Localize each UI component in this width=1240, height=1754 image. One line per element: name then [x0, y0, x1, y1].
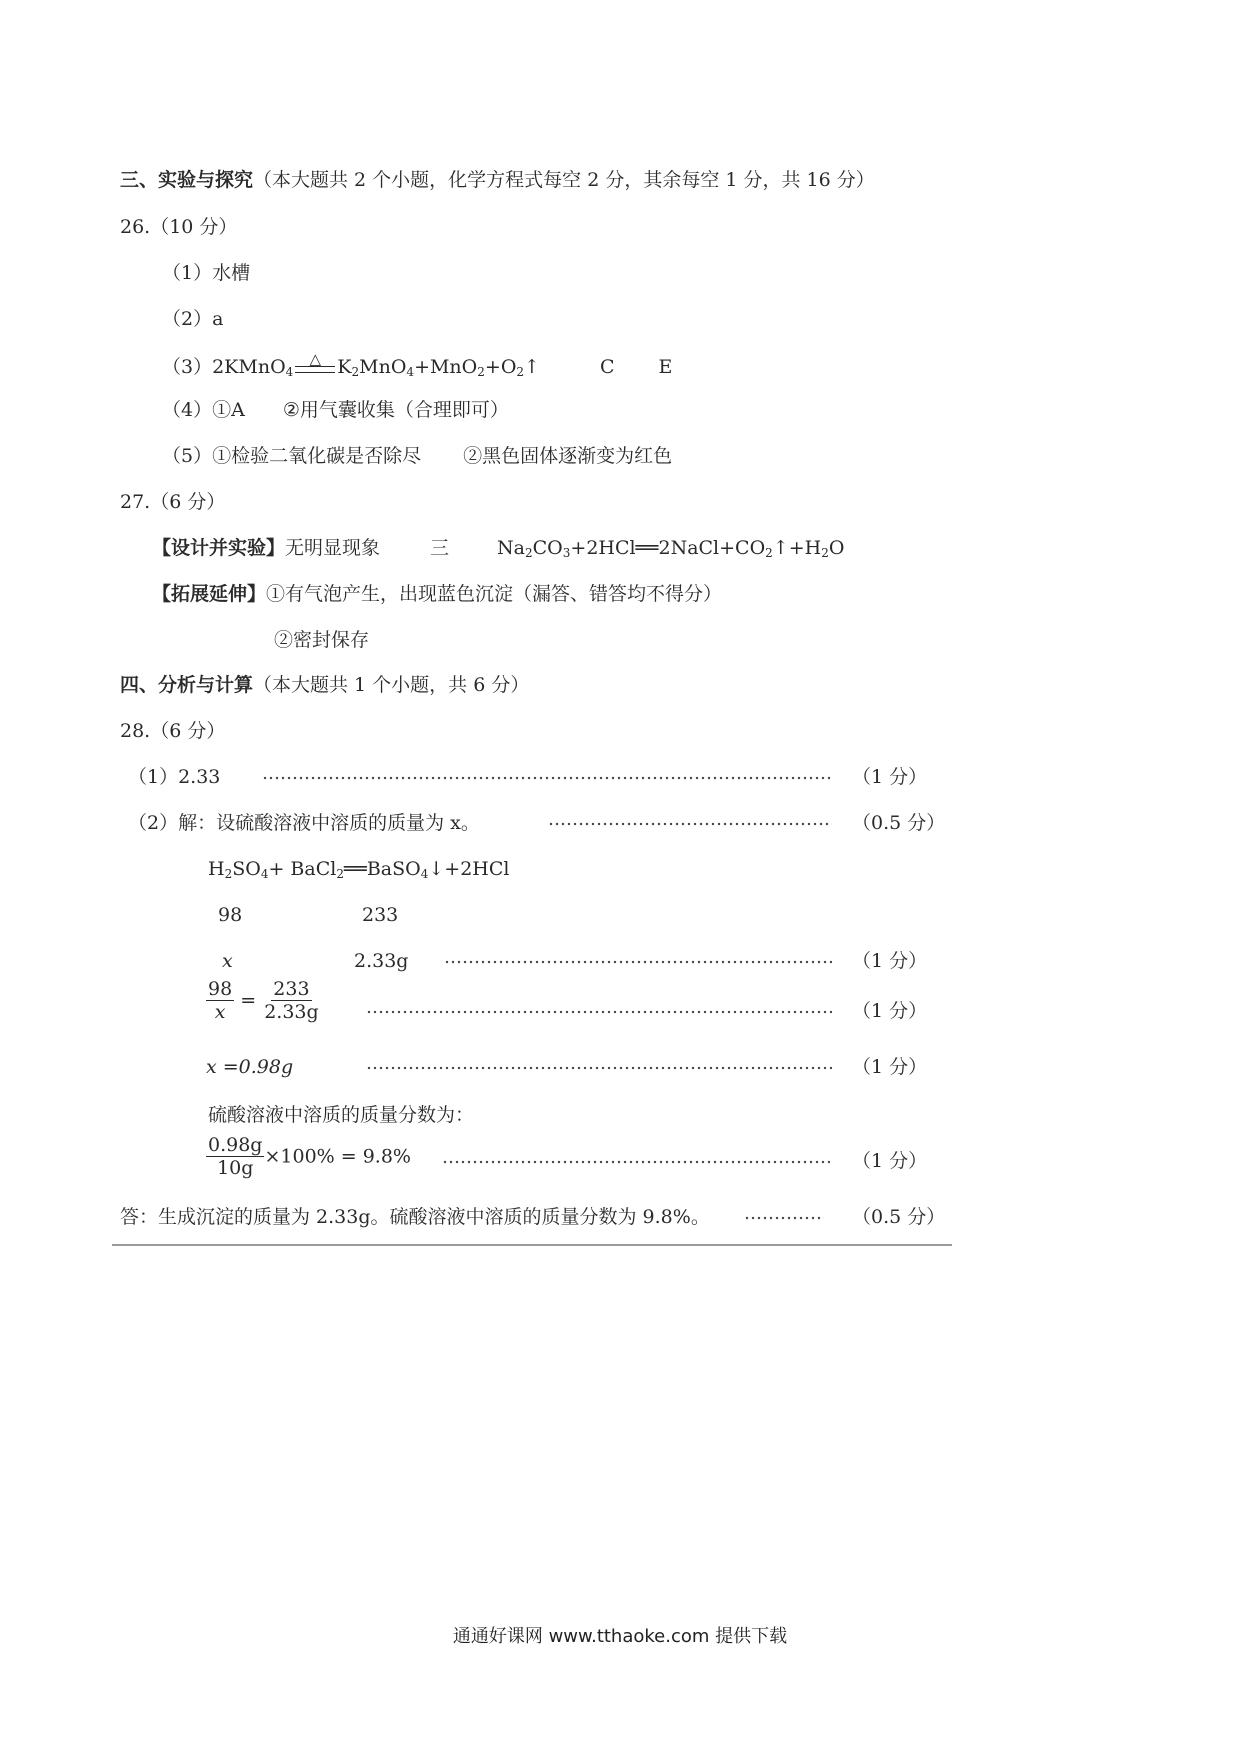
extension-label: 【拓展延伸】: [152, 583, 267, 605]
q27-design-line: 【设计并实验】无明显现象 三 $Na_2CO_3+2HCl══2NaCl+CO_2↑+H_2O$: [152, 537, 845, 560]
q28-equation: $H_2SO_4+$ BaCl$_2$══BaSO$_4$↓+2HCl: [208, 858, 510, 881]
section-3-title: 三、实验与探究: [120, 169, 254, 191]
score-x: （1 分）: [852, 1056, 928, 1078]
section-4-title: 四、分析与计算: [120, 674, 254, 696]
final-answer: 答：生成沉淀的质量为 2.33g。硫酸溶液中溶质的质量分数为 9.8%。: [120, 1206, 710, 1228]
q26-heading: 26.（10 分）: [120, 216, 238, 238]
design-label: 【设计并实验】: [152, 537, 286, 559]
leader-dots: [262, 776, 832, 780]
leader-dots: [442, 1160, 830, 1164]
leader-dots: [366, 1010, 832, 1014]
molar-mass-baso4: 233: [362, 904, 399, 926]
q27-extension-line: 【拓展延伸】①有气泡产生，出现蓝色沉淀（漏答、错答均不得分）: [152, 583, 723, 605]
fraction-percent: $\frac{0.98g}{10g}$: [208, 1134, 263, 1179]
score-proportion: （1 分）: [852, 1000, 928, 1022]
q26-answer-1: （1）水槽: [162, 262, 251, 284]
percent-calc: $\frac{0.98g}{10g}$ ×100% = 9.8%: [208, 1134, 411, 1179]
leader-dots: [744, 1216, 824, 1220]
q26-answer-4: （4）①A ②用气囊收集（合理即可）: [162, 399, 509, 421]
q26-option-e: E: [658, 356, 673, 378]
score-percent: （1 分）: [852, 1150, 928, 1172]
section-4-heading: [120, 672, 529, 698]
molar-mass-h2so4: 98: [218, 904, 243, 926]
q26-answer-3: [162, 352, 672, 380]
q27-extension-2: ②密封保存: [274, 629, 370, 651]
leader-dots: [444, 960, 832, 964]
q26-answer-3-label: （3）: [162, 356, 213, 378]
fraction-right: $\frac{233}{2.33g}$: [264, 978, 319, 1023]
score-p1: （1 分）: [852, 766, 928, 788]
q28-part-2: （2）解：设硫酸溶液中溶质的质量为 x。: [128, 812, 480, 834]
fraction-left: $\frac{98}{x}$: [208, 978, 233, 1023]
footer-source: 通通好课网 www.tthaoke.com 提供下载: [452, 1626, 788, 1647]
x-value: x =0.98g: [206, 1056, 294, 1078]
q26-option-c: C: [599, 356, 615, 378]
q27-equation: $Na_2CO_3+2HCl══2NaCl+CO_2↑+H_2O$: [497, 537, 845, 560]
proportion: $\frac{98}{x}$ = $\frac{233}{2.33g}$: [208, 978, 319, 1023]
leader-dots: [548, 822, 832, 826]
section-3-heading: [120, 167, 875, 193]
unknown-x: x: [222, 950, 233, 972]
q26-answer-2: （2）a: [162, 308, 224, 330]
q27-heading: 27.（6 分）: [120, 491, 226, 513]
section-4-note: （本大题共 1 个小题，共 6 分）: [253, 674, 530, 696]
q28-part-1: （1）2.33: [128, 766, 221, 788]
mass-fraction-label: 硫酸溶液中溶质的质量分数为：: [208, 1104, 475, 1126]
q26-equation: 2KMnO$_4$ △ $K_2MnO_4+MnO_2+O_2↑$: [212, 350, 540, 379]
leader-dots: [366, 1066, 832, 1070]
q28-heading: 28.（6 分）: [120, 720, 226, 742]
section-3-note: （本大题共 2 个小题，化学方程式每空 2 分，其余每空 1 分，共 16 分）: [253, 169, 875, 191]
heat-condition-arrow: △: [295, 352, 335, 380]
q26-answer-5: （5）①检验二氧化碳是否除尽 ②黑色固体逐渐变为红色: [162, 445, 673, 467]
divider-line: [112, 1244, 952, 1246]
score-p2: （0.5 分）: [852, 812, 946, 834]
score-answer: （0.5 分）: [852, 1206, 946, 1228]
score-ratio: （1 分）: [852, 950, 928, 972]
given-mass: 2.33g: [354, 950, 409, 972]
